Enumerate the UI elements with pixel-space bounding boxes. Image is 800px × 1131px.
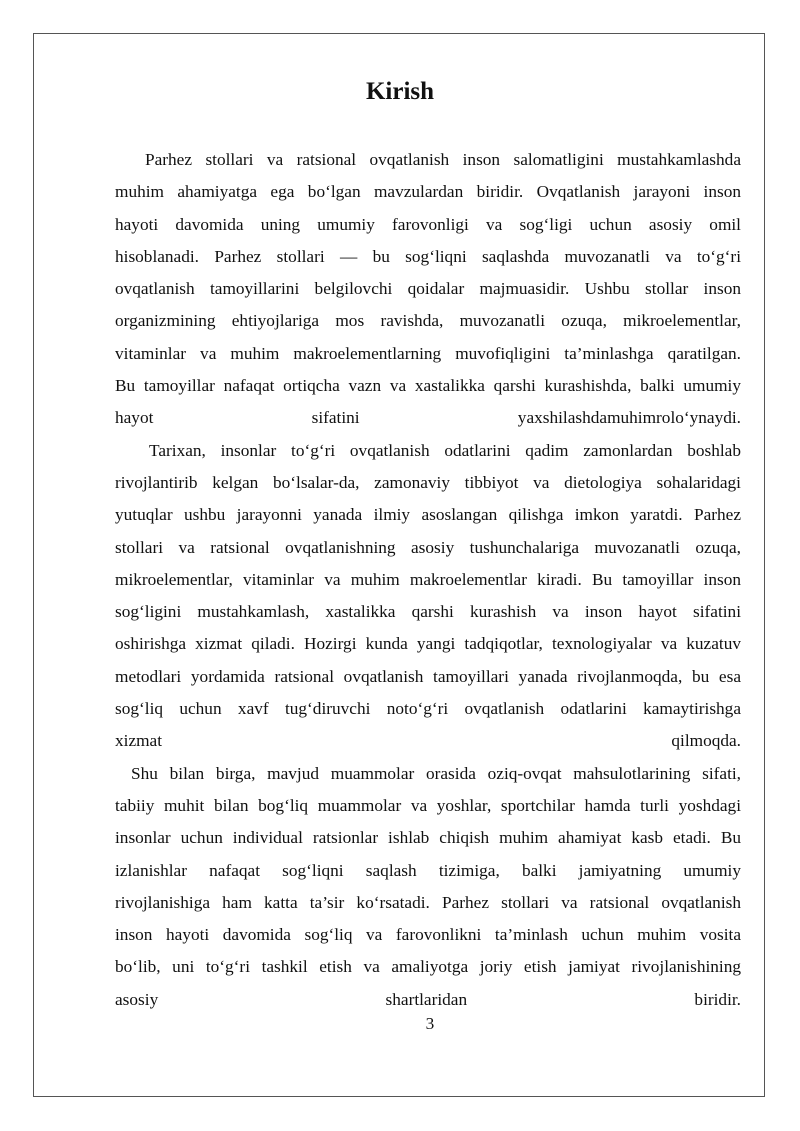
text-line: stollari va ratsional ovqatlanishning asosiy tushunchalariga muvozanatli ozuqa, bbox=[115, 537, 741, 557]
text-line: insonlar uchun individual ratsionlar ishlab chiqish muhim ahamiyat kasb etadi. Bu bbox=[115, 828, 741, 848]
body-text bbox=[115, 144, 741, 1016]
text-line: ovqatlanish tamoyillarini belgilovchi qoidalar majmuasidir. Ushbu stollar inson bbox=[115, 279, 741, 299]
text-line: hisoblanadi. Parhez stollari — bu sog‘liqni saqlashda muvozanatli va to‘g‘ri bbox=[115, 246, 741, 266]
text-line: sog‘liq uchun xavf tug‘diruvchi noto‘g‘ri ovqatlanish odatlarini kamaytirishga bbox=[115, 699, 741, 719]
text-line: vitaminlar va muhim makroelementlarning muvofiqligini ta’minlashga qaratilgan. bbox=[115, 343, 741, 363]
text-line: rivojlanishiga ham katta ta’sir ko‘rsatadi. Parhez stollari va ratsional ovqatlanish bbox=[115, 892, 741, 912]
text-line: izlanishlar nafaqat sog‘liqni saqlash tizimiga, balki jamiyatning umumiy bbox=[115, 860, 741, 880]
text-line: bo‘lib, uni to‘g‘ri tashkil etish va amaliyotga joriy etish jamiyat rivojlanishining bbox=[115, 957, 741, 977]
text-line: muhim ahamiyatga ega bo‘lgan mavzulardan biridir. Ovqatlanish jarayoni inson bbox=[115, 182, 741, 202]
text-line: Shu bilan birga, mavjud muammolar orasida oziq-ovqat mahsulotlarining sifati, bbox=[131, 763, 741, 783]
text-line: hayoti davomida uning umumiy farovonligi va sog‘ligi uchun asosiy omil bbox=[115, 214, 741, 234]
text-line: metodlari yordamida ratsional ovqatlanish tamoyillari yanada rivojlanmoqda, bu esa bbox=[115, 666, 741, 686]
text-line-spread: hayot sifatini yaxshilashdamuhimrolo‘ynaydi. bbox=[115, 408, 741, 428]
text-line: rivojlantirib kelgan bo‘lsalar-da, zamonaviy tibbiyot va dietologiya sohalaridagi bbox=[115, 472, 741, 492]
text-line: Tarixan, insonlar to‘g‘ri ovqatlanish odatlarini qadim zamonlardan boshlab bbox=[149, 440, 741, 460]
text-line: oshirishga xizmat qiladi. Hozirgi kunda yangi tadqiqotlar, texnologiyalar va kuzatuv bbox=[115, 634, 741, 654]
text-line: organizmining ehtiyojlariga mos ravishda, muvozanatli ozuqa, mikroelementlar, bbox=[115, 311, 741, 331]
text-line: inson hayoti davomida sog‘liq va farovonlikni ta’minlash uchun muhim vosita bbox=[115, 925, 741, 945]
text-line: Parhez stollari va ratsional ovqatlanish inson salomatligini mustahkamlashda bbox=[145, 150, 741, 169]
text-line-spread: xizmat qilmoqda. bbox=[115, 731, 741, 751]
text-line: yutuqlar ushbu jarayonni yanada ilmiy asoslangan qilishga imkon yaratdi. Parhez bbox=[115, 505, 741, 525]
text-line: Bu tamoyillar nafaqat ortiqcha vazn va xastalikka qarshi kurashishda, balki umumiy bbox=[115, 376, 741, 396]
text-line: mikroelementlar, vitaminlar va muhim makroelementlar kiradi. Bu tamoyillar inson bbox=[115, 569, 741, 589]
page-title: Kirish bbox=[365, 78, 435, 105]
page-number: 3 bbox=[425, 1014, 435, 1033]
text-line-spread: asosiy shartlaridan biridir. bbox=[115, 989, 741, 1009]
text-line: tabiiy muhit bilan bog‘liq muammolar va yoshlar, sportchilar hamda turli yoshdagi bbox=[115, 795, 741, 815]
text-line: sog‘ligini mustahkamlash, xastalikka qarshi kurashish va inson hayot sifatini bbox=[115, 602, 741, 622]
